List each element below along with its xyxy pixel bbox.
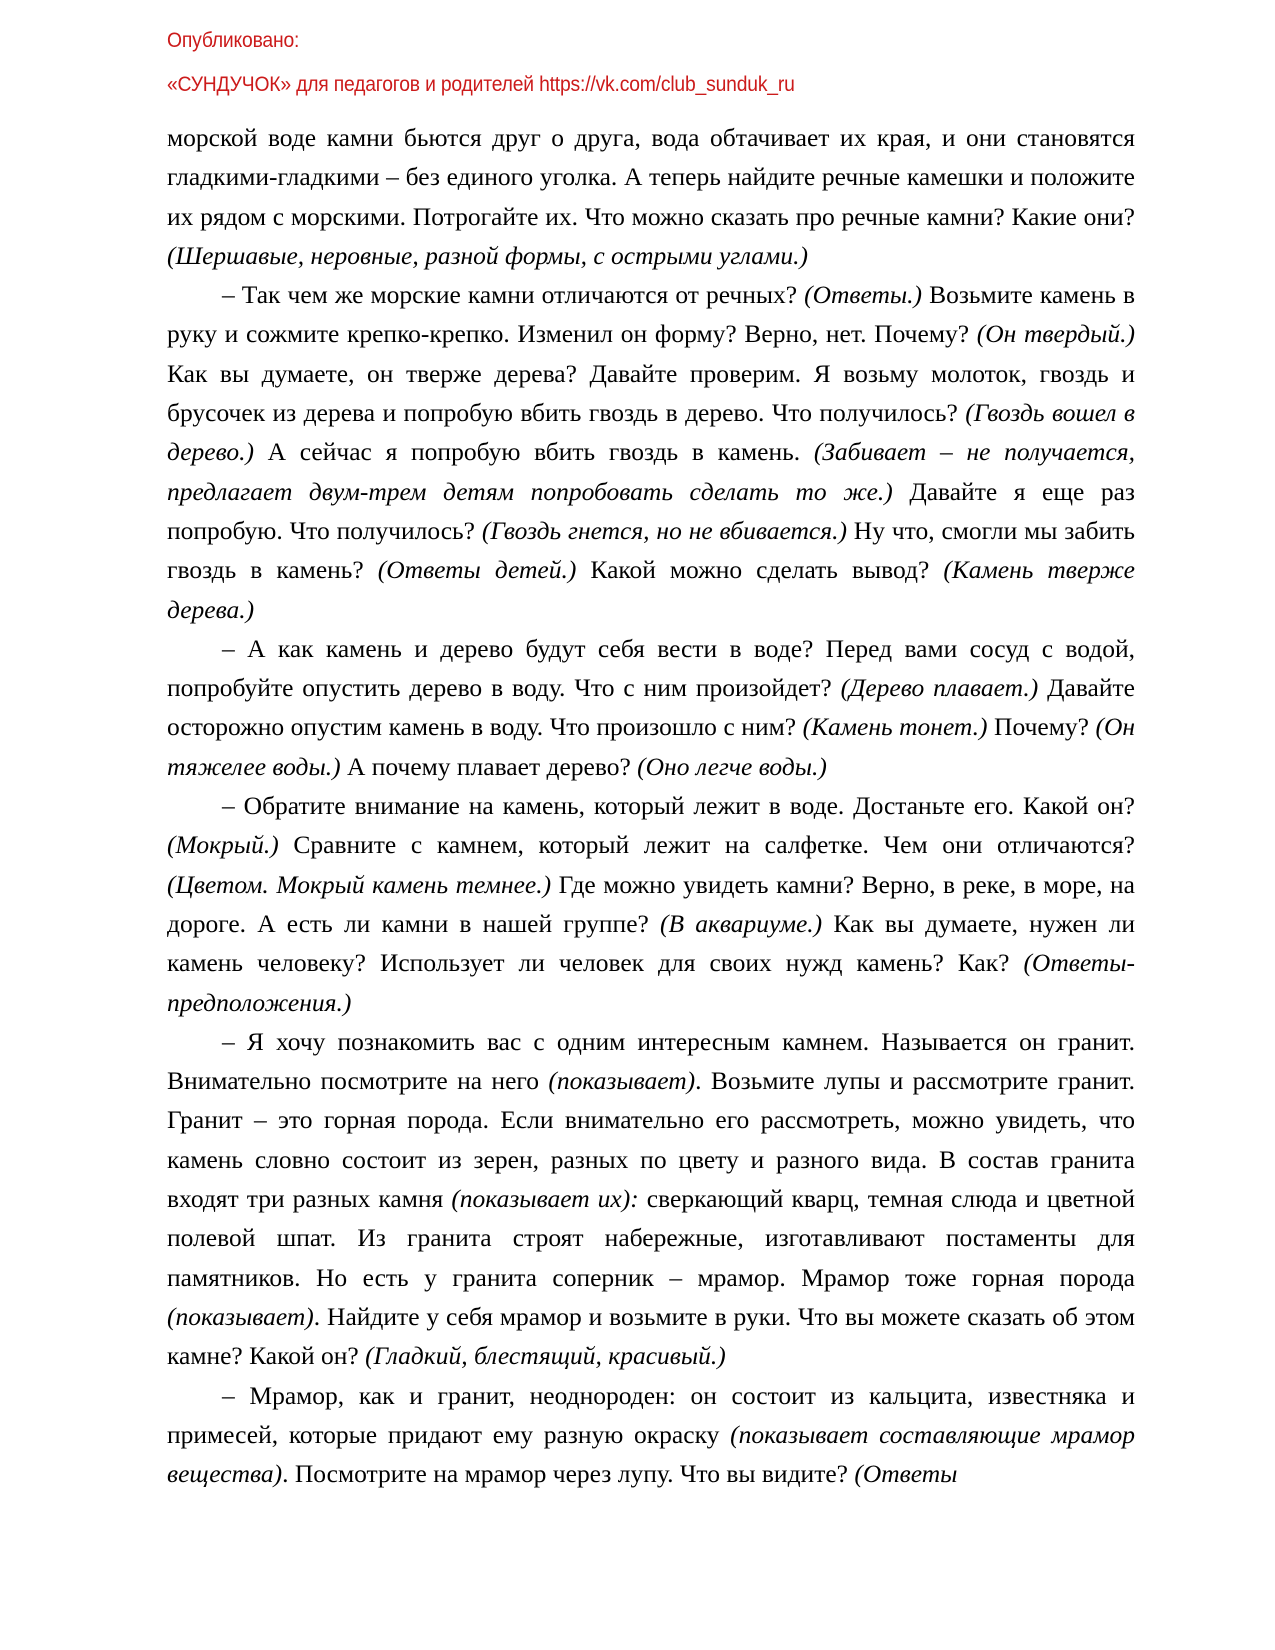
paragraph xyxy=(167,118,1135,275)
italic-aside: (Мокрый.) xyxy=(167,830,279,860)
italic-aside: (Дерево плавает.) xyxy=(840,673,1039,703)
body-text: . Найдите у себя мрамор и возьмите в руки. Что вы можете сказать об этом камне? Какой он? xyxy=(167,1301,1135,1371)
italic-aside: (Камень тверже дерева.) xyxy=(167,555,1135,624)
body-text: А почему плавает дерево? xyxy=(340,751,638,781)
body-text: – А как камень и дерево будут себя вести в воде? Перед вами сосуд с водой, попробуйте опустить дерево в воду. Что с ним произойдет? xyxy=(167,633,1135,703)
publisher-source-line: «СУНДУЧОК» для педагогов и родителей https://vk.com/club_sunduk_ru xyxy=(167,73,795,97)
italic-aside: (показывает составляющие мрамор вещества) xyxy=(167,1419,1135,1489)
body-text: Давайте я еще раз попробую. Что получилось? xyxy=(167,476,1135,545)
italic-aside: (Гвоздь вошел в дерево.) xyxy=(167,398,1135,467)
paragraph xyxy=(167,1022,1135,1376)
paragraph xyxy=(167,629,1135,786)
italic-aside: (показывает) xyxy=(167,1301,314,1331)
italic-aside: (Ответы xyxy=(854,1459,958,1489)
italic-aside: (Он тяжелее воды.) xyxy=(167,712,1136,781)
body-text: сверкающий кварц, темная слюда и цветной полевой шпат. Из гранита строят набережные, изготавливают постаменты для памятников. Но есть у гранита соперник – мрамор. Мрамор тоже горная порода xyxy=(167,1184,1135,1292)
body-text: Как вы думаете, нужен ли камень человеку? Использует ли человек для своих нужд камень? Как? xyxy=(167,908,1135,978)
italic-aside: (Гладкий, блестящий, красивый.) xyxy=(365,1341,726,1371)
body-text: Где можно увидеть камни? Верно, в реке, в море, на дороге. А есть ли камни в нашей группе? xyxy=(167,869,1135,938)
body-text: Сравните с камнем, который лежит на салфетке. Чем они отличаются? xyxy=(278,830,1135,860)
italic-aside: (Ответы.) xyxy=(804,280,923,310)
italic-aside: (Оно легче воды.) xyxy=(637,751,827,781)
publisher-header xyxy=(167,30,1050,96)
body-text: . Посмотрите на мрамор через лупу. Что вы видите? xyxy=(282,1459,855,1489)
document-body xyxy=(167,118,1135,1493)
italic-aside: (Он твердый.) xyxy=(976,319,1135,349)
body-text: . Возьмите лупы и рассмотрите гранит. Гранит – это горная порода. Если внимательно его рассмотреть, можно увидеть, что камень словно состоит из зерен, разных по цвету и разного вида. В состав гранита входят три разных камня xyxy=(167,1066,1135,1214)
body-text: – Так чем же морские камни отличаются от речных? xyxy=(222,280,805,310)
body-text: А сейчас я попробую вбить гвоздь в камень. xyxy=(253,437,814,467)
published-label: Опубликовано: xyxy=(167,29,300,52)
italic-aside: (Шершавые, неровные, разной формы, с острыми углами.) xyxy=(167,240,808,270)
paragraph xyxy=(167,275,1135,629)
italic-aside: (Забивает – не получается, предлагает двум-трем детям попробовать сделать то же.) xyxy=(167,437,1135,506)
body-text: Почему? xyxy=(987,712,1096,742)
italic-aside: (В аквариуме.) xyxy=(659,908,823,938)
body-text: – Обратите внимание на камень, который лежит в воде. Достаньте его. Какой он? xyxy=(222,791,1135,821)
body-text: Давайте осторожно опустим камень в воду. Что произошло с ним? xyxy=(167,673,1135,742)
body-text: Какой можно сделать вывод? xyxy=(576,555,944,585)
italic-aside: (Цветом. Мокрый камень темнее.) xyxy=(167,869,552,899)
italic-aside: (Ответы-предположения.) xyxy=(167,948,1135,1017)
italic-aside: (Ответы детей.) xyxy=(377,555,577,585)
italic-aside: (показывает их): xyxy=(451,1184,639,1214)
paragraph xyxy=(167,1376,1135,1494)
body-text: Как вы думаете, он тверже дерева? Давайте проверим. Я возьму молоток, гвоздь и брусочек из дерева и попробую вбить гвоздь в дерево. Что получилось? xyxy=(167,358,1135,428)
italic-aside: (Гвоздь гнется, но не вбивается.) xyxy=(481,515,847,545)
paragraph xyxy=(167,786,1135,1022)
body-text: морской воде камни бьются друг о друга, вода обтачивает их края, и они становятся гладкими-гладкими – без единого уголка. А теперь найдите речные камешки и положите их рядом с морскими. Потрогайте их. Что можно сказать про речные камни? Какие они? xyxy=(167,123,1135,231)
italic-aside: (показывает) xyxy=(548,1066,696,1096)
body-text: – Мрамор, как и гранит, неоднороден: он состоит из кальцита, известняка и примесей, которые придают ему разную окраску xyxy=(167,1380,1135,1449)
body-text: – Я хочу познакомить вас с одним интересным камнем. Называется он гранит. Внимательно посмотрите на него xyxy=(167,1026,1135,1096)
italic-aside: (Камень тонет.) xyxy=(802,712,988,742)
body-text: Ну что, смогли мы забить гвоздь в камень? xyxy=(167,515,1136,585)
body-text: Возьмите камень в руку и сожмите крепко-крепко. Изменил он форму? Верно, нет. Почему? xyxy=(167,280,1135,349)
